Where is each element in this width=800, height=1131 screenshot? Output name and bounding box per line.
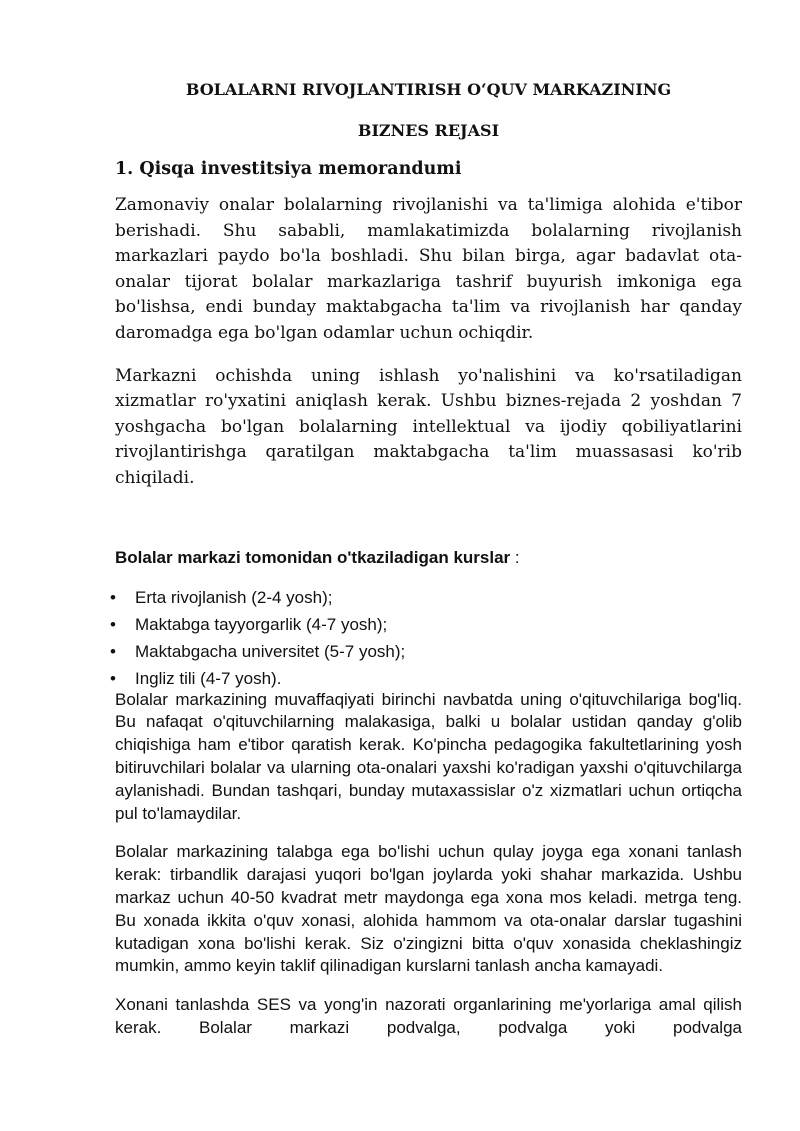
list-item [110, 584, 742, 611]
paragraph-intro: Zamonaviy onalar bolalarning rivojlanishi va ta'limiga alohida e'tibor berishadi. Shu sababli, mamlakatimizda bolalarning rivojlanish markazlari paydo bo'la boshladi. Shu bilan birga, agar badavlat ota-onalar tijorat bolalar markazlariga tashrif buyurish imkoniga ega bo'lishsa, endi bunday maktabgacha ta'lim va rivojlanish har qanday daromadga ega bo'lgan odamlar uchun ochiqdir. [115, 195, 742, 343]
document-title-line-2: BIZNES REJASI [357, 121, 500, 140]
course-label: Erta rivojlanish (2-4 yosh); [135, 587, 333, 607]
paragraph-regulations: Xonani tanlashda SES va yong'in nazorati organlarining me'yorlariga amal qilish kerak. Bolalar markazi podvalga, podvalga yoki podvalga [115, 995, 742, 1037]
document-body [110, 78, 742, 1040]
bullet-icon: • [110, 587, 116, 607]
courses-heading-text: Bolalar markazi tomonidan o'tkaziladigan kurslar [115, 547, 511, 567]
section-heading-memorandum: 1. Qisqa investitsiya memorandumi [115, 159, 462, 179]
course-label: Maktabgacha universitet (5-7 yosh); [135, 641, 406, 661]
paragraph-center-direction: Markazni ochishda uning ishlash yo'nalishini va ko'rsatiladigan xizmatlar ro'yxatini aniqlash kerak. Ushbu biznes-rejada 2 yoshdan 7 yoshgacha bo'lgan bolalarning intellektual va ijodiy qobiliyatlarini rivojlantirishga qaratilgan maktabgacha ta'lim muassasasi ko'rib chiqiladi. [115, 365, 742, 488]
bullet-icon: • [110, 614, 116, 634]
bullet-icon: • [110, 641, 116, 661]
courses-heading [115, 546, 742, 570]
bullet-icon: • [110, 668, 116, 688]
courses-list [110, 584, 742, 692]
paragraph-teachers: Bolalar markazining muvaffaqiyati birinchi navbatda uning o'qituvchilariga bog'liq. Bu nafaqat o'qituvchilarning malakasiga, balki u bolalar ustidan qanday g'olib chiqishiga ham e'tibor qaratish kerak. Ko'pincha pedagogika fakultetlarining yosh bitiruvchilari bolalar va ularning ota-onalari yaxshi ko'radigan yaxshi o'qituvchilarga aylanishadi. Bundan tashqari, bunday mutaxassislar o'z xizmatlari uchun ortiqcha pul to'lamaydilar. [115, 689, 742, 823]
list-item [110, 638, 742, 665]
course-label: Ingliz tili (4-7 yosh). [135, 668, 282, 688]
list-item [110, 665, 742, 692]
course-label: Maktabga tayyorgarlik (4-7 yosh); [135, 614, 388, 634]
courses-heading-colon: : [510, 547, 520, 567]
paragraph-room-selection: Bolalar markazining talabga ega bo'lishi uchun qulay joyga ega xonani tanlash kerak: tirbandlik darajasi yuqori bo'lgan joylarda yoki shahar markazida. Ushbu markaz uchun 40-50 kvadrat metr maydonga ega xona mos keladi. metrga teng. Bu xonada ikkita o'quv xonasi, alohida hammom va ota-onalar darslar tugashini kutadigan xona bo'lishi kerak. Siz o'zingizni bitta o'quv xonasida cheklashingiz mumkin, ammo keyin taklif qilinadigan kurslarni tanlash ancha kamayadi. [115, 842, 742, 976]
document-title-line-1: BOLALARNI RIVOJLANTIRISH O‘QUV MARKAZINING [185, 80, 672, 99]
list-item [110, 611, 742, 638]
